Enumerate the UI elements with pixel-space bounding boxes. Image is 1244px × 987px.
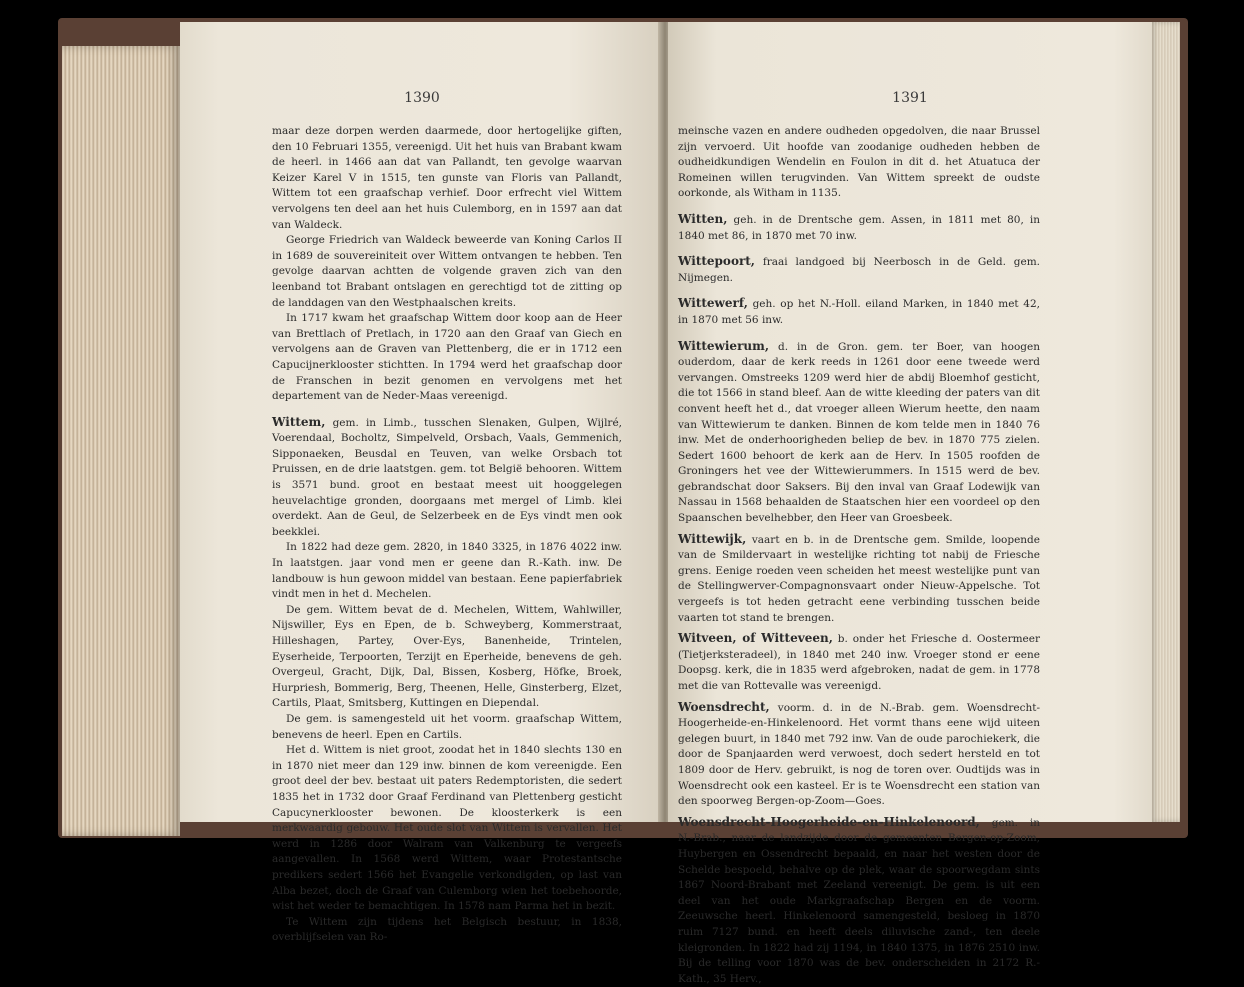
entry-text: gem. in N.-Brab., naar de landzijde door de gemeenten Bergen-op-Zoom, Huybergen en Ossendrecht bepaald, en naar het westen door de Schelde bespoeld, behalve op de plek, waar de spoorwegdam sints 1867 Noord-Brabant met Zeeland vereenigt. De gem. is uit een deel van het oude Markgraafschap Bergen en de voorm. Zeeuwsche heerl. Hinkelenoord samengesteld, besloeg in 1870 ruim 7127 bund. en heeft deels diluvische zand-, ten deele kleigronden. In 1822 had zij 1194, in 1840 1375, in 1876 2510 inw. Bij de telling voor 1870 was de bev. onderscheiden in 2172 R.-Kath., 35 Herv., bbox=[678, 816, 1040, 985]
paragraph: In 1822 had deze gem. 2820, in 1840 3325, in 1876 4022 inw. In laatstgen. jaar vond men er geene dan R.-Kath. inw. De landbouw is hun gewoon middel van bestaan. Eene papierfabriek vindt men in het d. Mechelen. bbox=[272, 541, 622, 601]
entry-text: vaart en b. in de Drentsche gem. Smilde, loopende van de Smildervaart in westelijke richting tot nabij de Friesche grens. Eenige roeden veen scheiden het meest westelijke punt van de Stellingwerver-Compagnonsvaart onder Nieuw-Appelsche. Tot vergeefs is tot heden getracht eene verbinding tusschen beide vaarten tot stand te brengen. bbox=[678, 533, 1040, 624]
entry-woensdrecht-gem bbox=[678, 815, 1040, 987]
entry-wittem bbox=[272, 415, 622, 541]
entry-head: Witveen, of Witteveen, bbox=[678, 631, 833, 646]
page-edges-left bbox=[62, 46, 180, 836]
entry-head: Wittewijk, bbox=[678, 531, 747, 546]
entry-woensdrecht bbox=[678, 700, 1040, 810]
paragraph: maar deze dorpen werden daarmede, door hertogelijke giften, den 10 Februari 1355, vereenigd. Uit het huis van Brabant kwam de heerl. in 1466 aan dat van Pallandt, ten gevolge waarvan Keizer Karel V in 1515, ten gunste van Floris van Pallandt, Wittem tot een graafschap verhief. Door erfrecht viel Wittem vervolgens ten deel aan het huis Culemborg, en in 1597 aan dat van Waldeck. bbox=[272, 125, 622, 231]
entry-witten bbox=[678, 212, 1040, 244]
entry-head: Wittewierum, bbox=[678, 338, 769, 353]
left-page bbox=[180, 22, 664, 944]
entry-wittepoort bbox=[678, 254, 1040, 286]
entry-head: Witten, bbox=[678, 211, 728, 226]
page-edges-right bbox=[1150, 22, 1180, 822]
paragraph: Te Wittem zijn tijdens het Belgisch bestuur, in 1838, overblijfselen van Ro- bbox=[272, 915, 622, 944]
paragraph: De gem. is samengesteld uit het voorm. graafschap Wittem, benevens de heerl. Epen en Cartils. bbox=[272, 712, 622, 741]
paragraph: George Friedrich van Waldeck beweerde van Koning Carlos II in 1689 de souvereiniteit over Wittem ontvangen te hebben. Ten gevolge daarvan achtten de volgende graven zich van den leenband tot Brabant ontslagen en gerechtigd tot de zitting op de landdagen van den Westphaalschen kreits. bbox=[272, 234, 622, 309]
right-page bbox=[668, 22, 1152, 985]
page-number: 1390 bbox=[404, 90, 440, 106]
page-number: 1391 bbox=[892, 90, 928, 106]
entry-wittewerf bbox=[678, 296, 1040, 328]
entry-head: Woensdrecht-Hoogerheide-en-Hinkelenoord, bbox=[678, 814, 980, 829]
text-column bbox=[272, 124, 622, 946]
entry-text: geh. op het N.-Holl. eiland Marken, in 1840 met 42, in 1870 met 56 inw. bbox=[678, 298, 1040, 326]
entry-text: fraai landgoed bij Neerbosch in de Geld. gem. Nijmegen. bbox=[678, 256, 1041, 284]
entry-witveen bbox=[678, 631, 1040, 694]
entry-head: Woensdrecht, bbox=[678, 699, 770, 714]
entry-head: Wittem, bbox=[272, 414, 326, 429]
entry-text: gem. in Limb., tusschen Slenaken, Gulpen, Wijlré, Voerendaal, Bocholtz, Simpelveld, Orsbach, Vaals, Gemmenich, Sipponaeken, Beusdal en Teuven, van welke Orsbach tot Pruissen, en de drie laatstgen. gem. tot België behooren. Wittem is 3571 bund. groot en bestaat meest uit hooggelegen heuvelachtige gronden, doorgaans met mergel of Limb. klei overdekt. Aan de Geul, de Selzerbeek en de Eys vindt men ook beekklei. bbox=[272, 416, 622, 538]
entry-wittewierum bbox=[678, 339, 1040, 527]
entry-text: voorm. d. in de N.-Brab. gem. Woensdrecht-Hoogerheide-en-Hinkelenoord. Het vormt thans eene wijd uiteen gelegen buurt, in 1840 met 792 inw. Van de oude parochiekerk, die door de Spanjaarden werd verwoest, doch sedert hersteld en tot 1809 door de Herv. gebruikt, is nog de toren over. Oudtijds was in Woensdrecht ook een kasteel. Er is te Woensdrecht een station van den spoorweg Bergen-op-Zoom—Goes. bbox=[678, 701, 1040, 808]
entry-head: Wittepoort, bbox=[678, 254, 755, 269]
paragraph: Het d. Wittem is niet groot, zoodat het in 1840 slechts 130 en in 1870 niet meer dan 129 inw. binnen de kom vereenigde. Een groot deel der bev. bestaat uit paters Redemptoristen, die sedert 1835 het in 1732 door Graaf Ferdinand van Plettenberg gesticht Capucynerklooster bewonen. De kloosterkerk is een merkwaardig gebouw. Het oude slot van Wittem is vervallen. Het werd in 1286 door Walram van Valkenburg te vergeefs aangevallen. In 1568 werd Wittem, waar Protestantsche predikers sedert 1566 het Evangelie verkondigden, op last van Alba bezet, doch de Graaf van Culemborg wien het toebehoorde, wist het weder te bemachtigen. In 1578 nam Parma het in bezit. bbox=[272, 744, 622, 913]
paragraph: De gem. Wittem bevat de d. Mechelen, Wittem, Wahlwiller, Nijswiller, Eys en Epen, de b. Schweyberg, Kommerstraat, Hilleshagen, Partey, Over-Eys, Banenheide, Trintelen, Eyserheide, Terpoorten, Terzijt en Eperheide, benevens de geh. Overgeul, Gracht, Dijk, Dal, Bissen, Kosberg, Höfke, Broek, Hurpriesh, Bommerig, Berg, Theenen, Helle, Ginsterberg, Elzet, Cartils, Plaat, Smitsberg, Kuttingen en Diependal. bbox=[272, 603, 622, 710]
paragraph: meinsche vazen en andere oudheden opgedolven, die naar Brussel zijn vervoerd. Uit hoofde van zoodanige oudheden hebben de oudheidkundigen Wendelin en Foulon in dit d. het Atuatuca der Romeinen willen terugvinden. Van Wittem spreekt de oudste oorkonde, als Witham in 1135. bbox=[678, 125, 1040, 200]
entry-head: Wittewerf, bbox=[678, 296, 748, 311]
entry-text: d. in de Gron. gem. ter Boer, van hoogen ouderdom, daar de kerk reeds in 1261 door eene tweede werd vervangen. Omstreeks 1209 werd hier de abdij Bloemhof gesticht, die tot 1566 in stand bleef. Aan de witte kleeding der paters van dit convent heeft het d., dat vroeger alleen Wierum heette, den naam van Wittewierum te danken. Binnen de kom telde men in 1840 76 inw. Met de onderhoorigheden beliep de bev. in 1870 775 zielen. Sedert 1600 behoort de kerk aan de Herv. In 1505 roofden de Groningers het vee der Wittewierummers. In 1515 werd de bev. gebrandschat door Saksers. Bij den inval van Graaf Lodewijk van Nassau in 1568 behaalden de Staatschen hier een voordeel op den Spaanschen bevelhebber, den Heer van Groesbeek. bbox=[678, 340, 1040, 525]
entry-wittewijk bbox=[678, 532, 1040, 627]
entry-text: b. onder het Friesche d. Oostermeer (Tietjerksteradeel), in 1840 met 240 inw. Vroeger stond er eene Doopsg. kerk, die in 1835 werd afgebroken, nadat de gem. in 1778 met die van Rottevalle was vereenigd. bbox=[678, 633, 1040, 692]
paragraph: In 1717 kwam het graafschap Wittem door koop aan de Heer van Brettlach of Pretlach, in 1720 aan den Graaf van Giech en vervolgens aan de Graven van Plettenberg, die er in 1712 een Capucijnerklooster stichtten. In 1794 werd het graafschap door de Franschen in bezit genomen en vervolgens met het departement van de Neder-Maas vereenigd. bbox=[272, 312, 622, 403]
text-column bbox=[678, 124, 1040, 987]
entry-text: geh. in de Drentsche gem. Assen, in 1811 met 80, in 1840 met 86, in 1870 met 70 inw. bbox=[678, 213, 1040, 242]
